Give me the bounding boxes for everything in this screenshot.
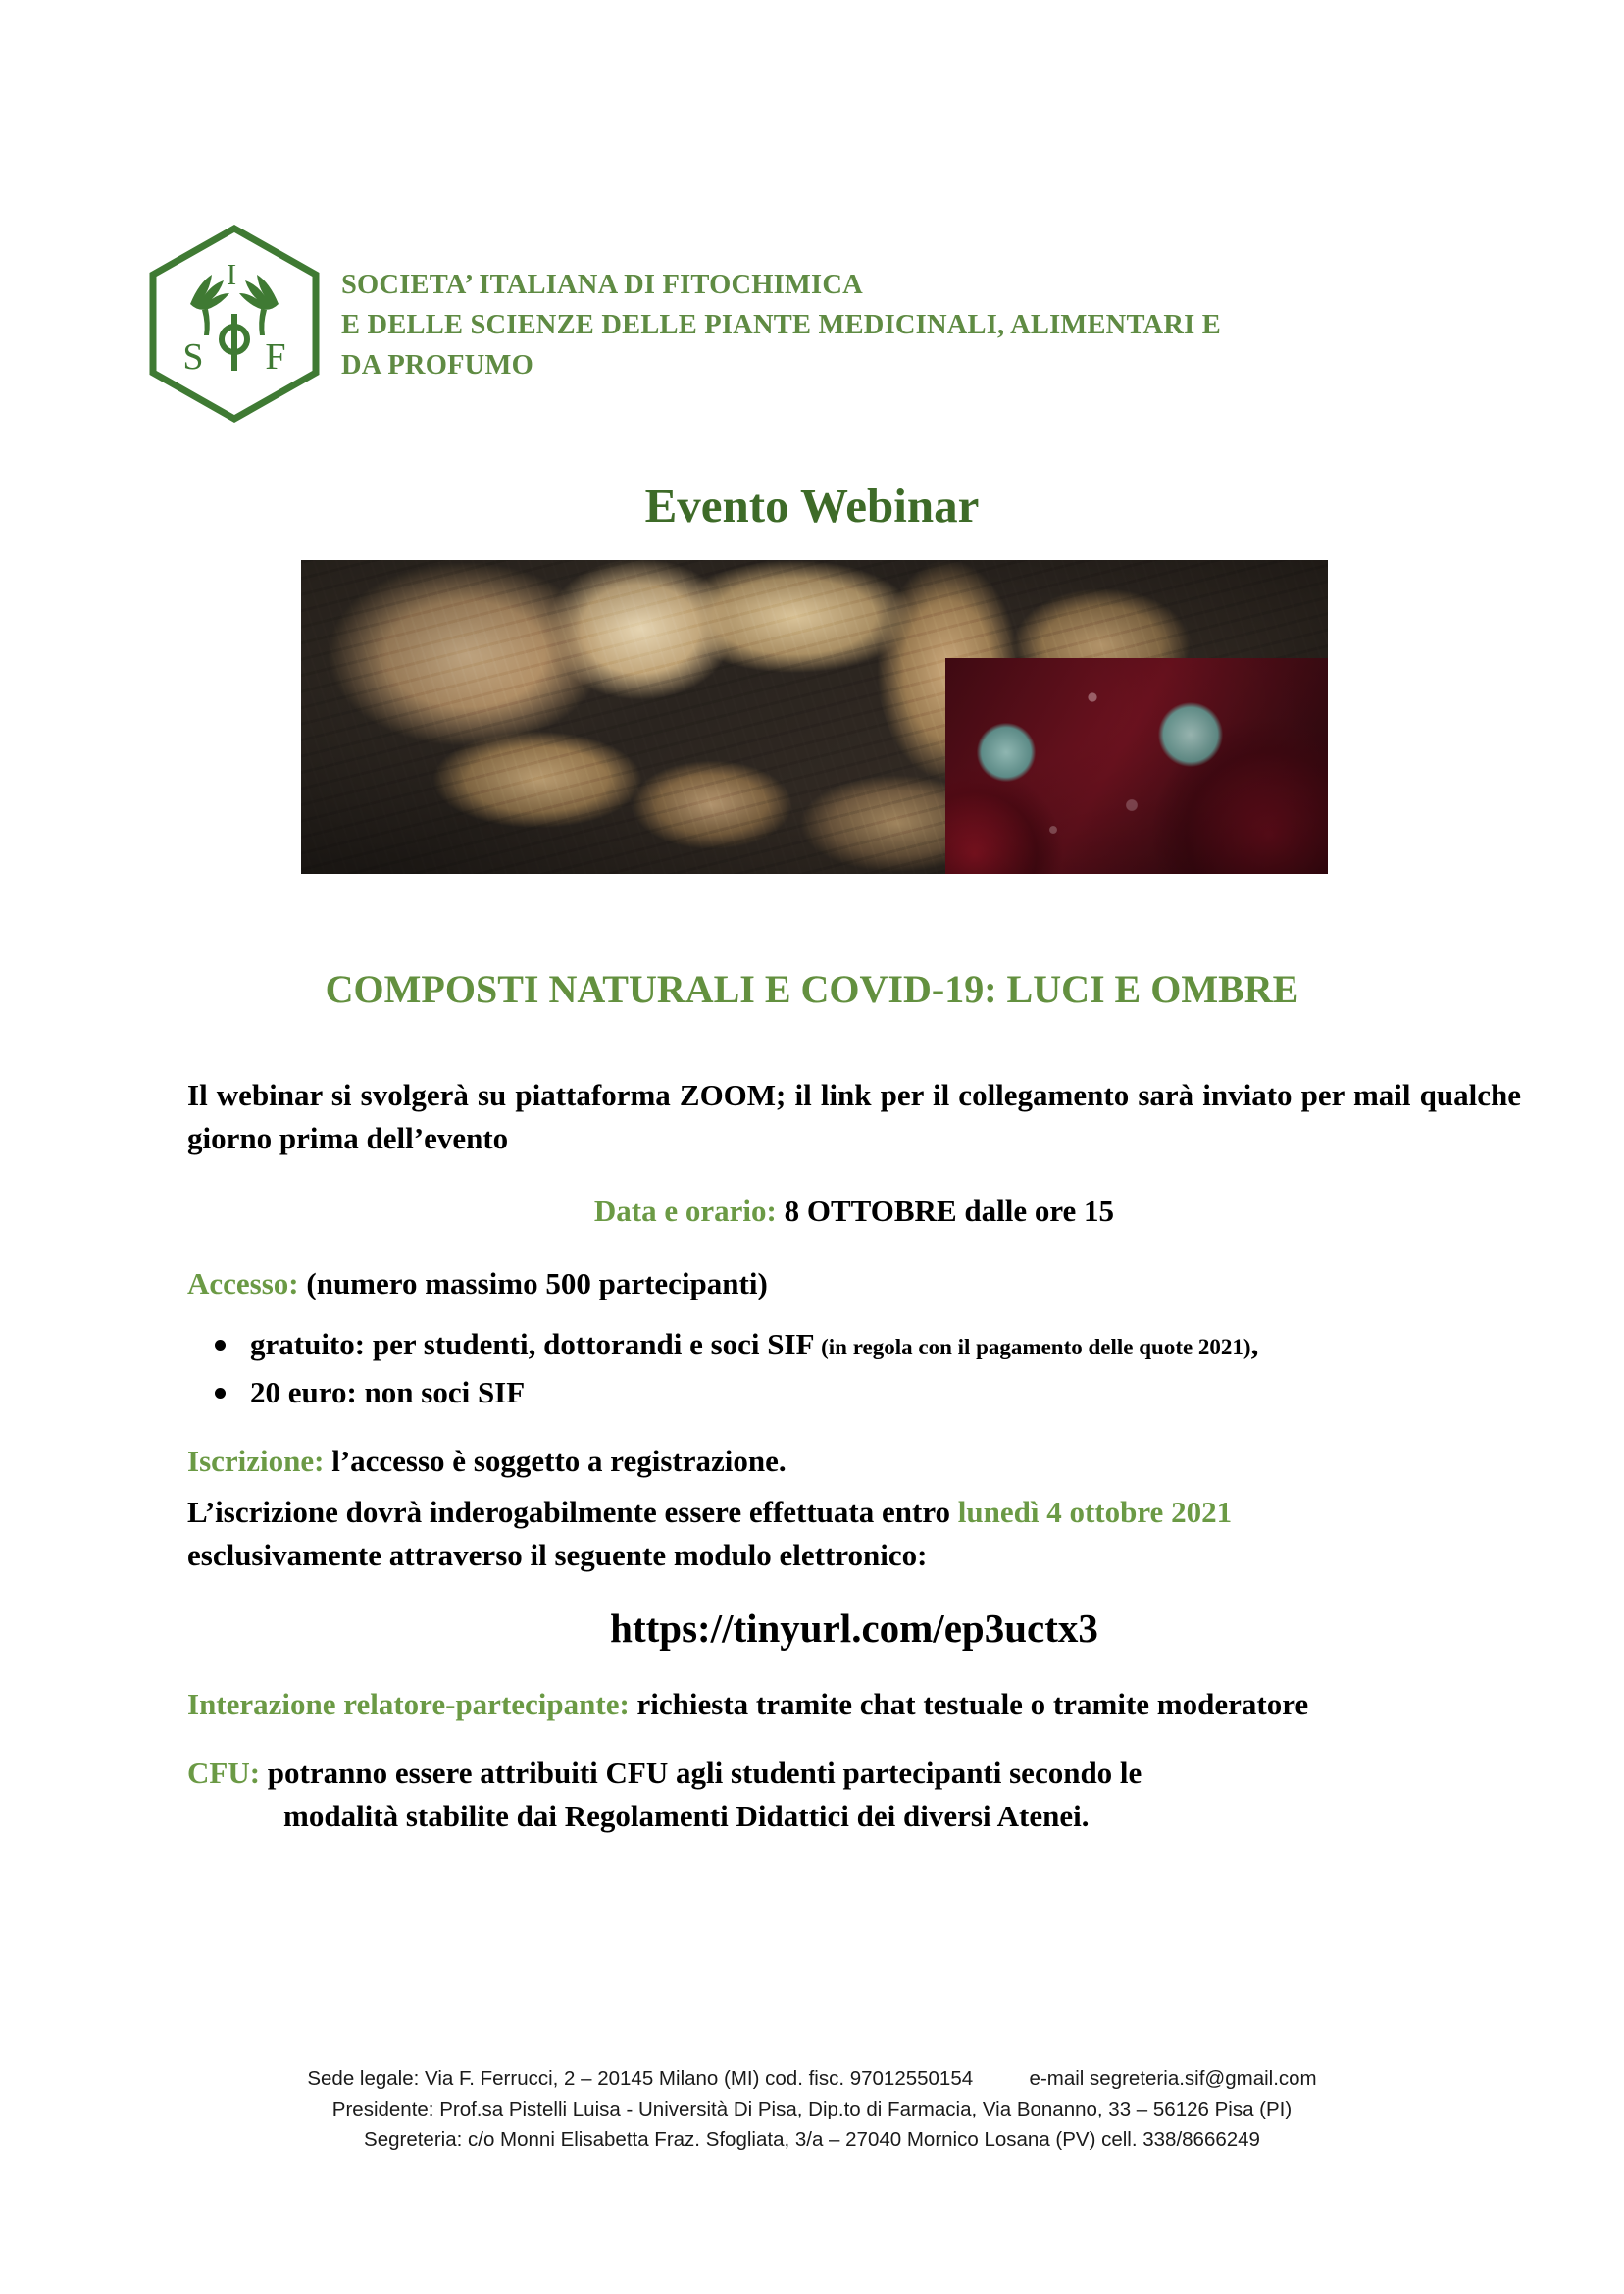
fee-free-tail: , bbox=[1250, 1327, 1259, 1361]
isf-logo bbox=[147, 224, 322, 425]
registration-link[interactable]: https://tinyurl.com/ep3uctx3 bbox=[610, 1606, 1098, 1651]
platform-paragraph: Il webinar si svolgerà su piattaforma ZOOM; il link per il collegamento sarà inviato per mail qualche giorno prima dell’evento bbox=[187, 1078, 1521, 1155]
fee-free-note: (in regola con il pagamento delle quote 2021) bbox=[821, 1335, 1251, 1359]
date-paragraph bbox=[187, 1190, 1521, 1233]
logo-letter-s: S bbox=[182, 336, 204, 378]
access-value: (numero massimo 500 partecipanti) bbox=[306, 1266, 768, 1300]
registration-value: l’accesso è soggetto a registrazione. bbox=[331, 1444, 787, 1478]
deadline-date: lunedì 4 ottobre 2021 bbox=[957, 1495, 1233, 1529]
access-label: Accesso: bbox=[187, 1266, 299, 1300]
list-item bbox=[209, 1371, 1521, 1414]
event-details bbox=[187, 1074, 1521, 1838]
footer-line-1 bbox=[0, 2064, 1624, 2094]
logo-letter-f: F bbox=[265, 336, 286, 378]
cfu-label: CFU: bbox=[187, 1756, 261, 1790]
access-fee-list bbox=[187, 1323, 1521, 1414]
access-paragraph bbox=[187, 1262, 1521, 1305]
cfu-paragraph bbox=[187, 1752, 1521, 1838]
registration-label: Iscrizione: bbox=[187, 1444, 325, 1478]
organization-name bbox=[341, 224, 1221, 385]
document-header bbox=[147, 224, 1442, 425]
footer-line-3: Segreteria: c/o Monni Elisabetta Fraz. Sfogliata, 3/a – 27040 Mornico Losana (PV) cell. 338/8666249 bbox=[364, 2128, 1260, 2151]
registration-paragraph bbox=[187, 1440, 1521, 1483]
org-name-line-1: SOCIETA’ ITALIANA DI FITOCHIMICA bbox=[341, 270, 863, 300]
cfu-value-line-1: potranno essere attribuiti CFU agli studenti partecipanti secondo le bbox=[267, 1756, 1142, 1790]
footer-line-2: Presidente: Prof.sa Pistelli Luisa - Università Di Pisa, Dip.to di Farmacia, Via Bonanno, 33 – 56126 Pisa (PI) bbox=[331, 2098, 1293, 2120]
cfu-value-line-2: modalità stabilite dai Regolamenti Didattici dei diversi Atenei. bbox=[283, 1799, 1090, 1833]
list-item bbox=[209, 1323, 1521, 1369]
deadline-post-text: esclusivamente attraverso il seguente modulo elettronico: bbox=[187, 1538, 928, 1572]
page-title: COMPOSTI NATURALI E COVID-19: LUCI E OMBRE bbox=[325, 967, 1299, 1011]
fee-free-text: gratuito: per studenti, dottorandi e soci SIF bbox=[250, 1327, 814, 1361]
date-value: 8 OTTOBRE dalle ore 15 bbox=[784, 1194, 1115, 1228]
org-name-line-2: E DELLE SCIENZE DELLE PIANTE MEDICINALI, ALIMENTARI E bbox=[341, 310, 1221, 340]
interaction-value: richiesta tramite chat testuale o tramite moderatore bbox=[636, 1687, 1309, 1721]
document-footer bbox=[0, 2064, 1624, 2155]
date-label: Data e orario: bbox=[593, 1194, 777, 1228]
org-name-line-3: DA PROFUMO bbox=[341, 350, 533, 381]
banner-image bbox=[301, 560, 1328, 874]
deadline-paragraph bbox=[187, 1491, 1521, 1577]
footer-email: e-mail segreteria.sif@gmail.com bbox=[1029, 2067, 1317, 2090]
footer-legal-address: Sede legale: Via F. Ferrucci, 2 – 20145 Milano (MI) cod. fisc. 97012550154 bbox=[307, 2067, 974, 2090]
logo-letter-i: I bbox=[226, 257, 237, 291]
banner-vignette bbox=[301, 560, 1328, 874]
interaction-label: Interazione relatore-partecipante: bbox=[187, 1687, 630, 1721]
deadline-pre-text: L’iscrizione dovrà inderogabilmente essere effettuata entro bbox=[187, 1495, 958, 1529]
interaction-paragraph bbox=[187, 1683, 1521, 1726]
fee-paid-text: 20 euro: non soci SIF bbox=[250, 1375, 526, 1409]
event-kicker: Evento Webinar bbox=[644, 479, 980, 533]
